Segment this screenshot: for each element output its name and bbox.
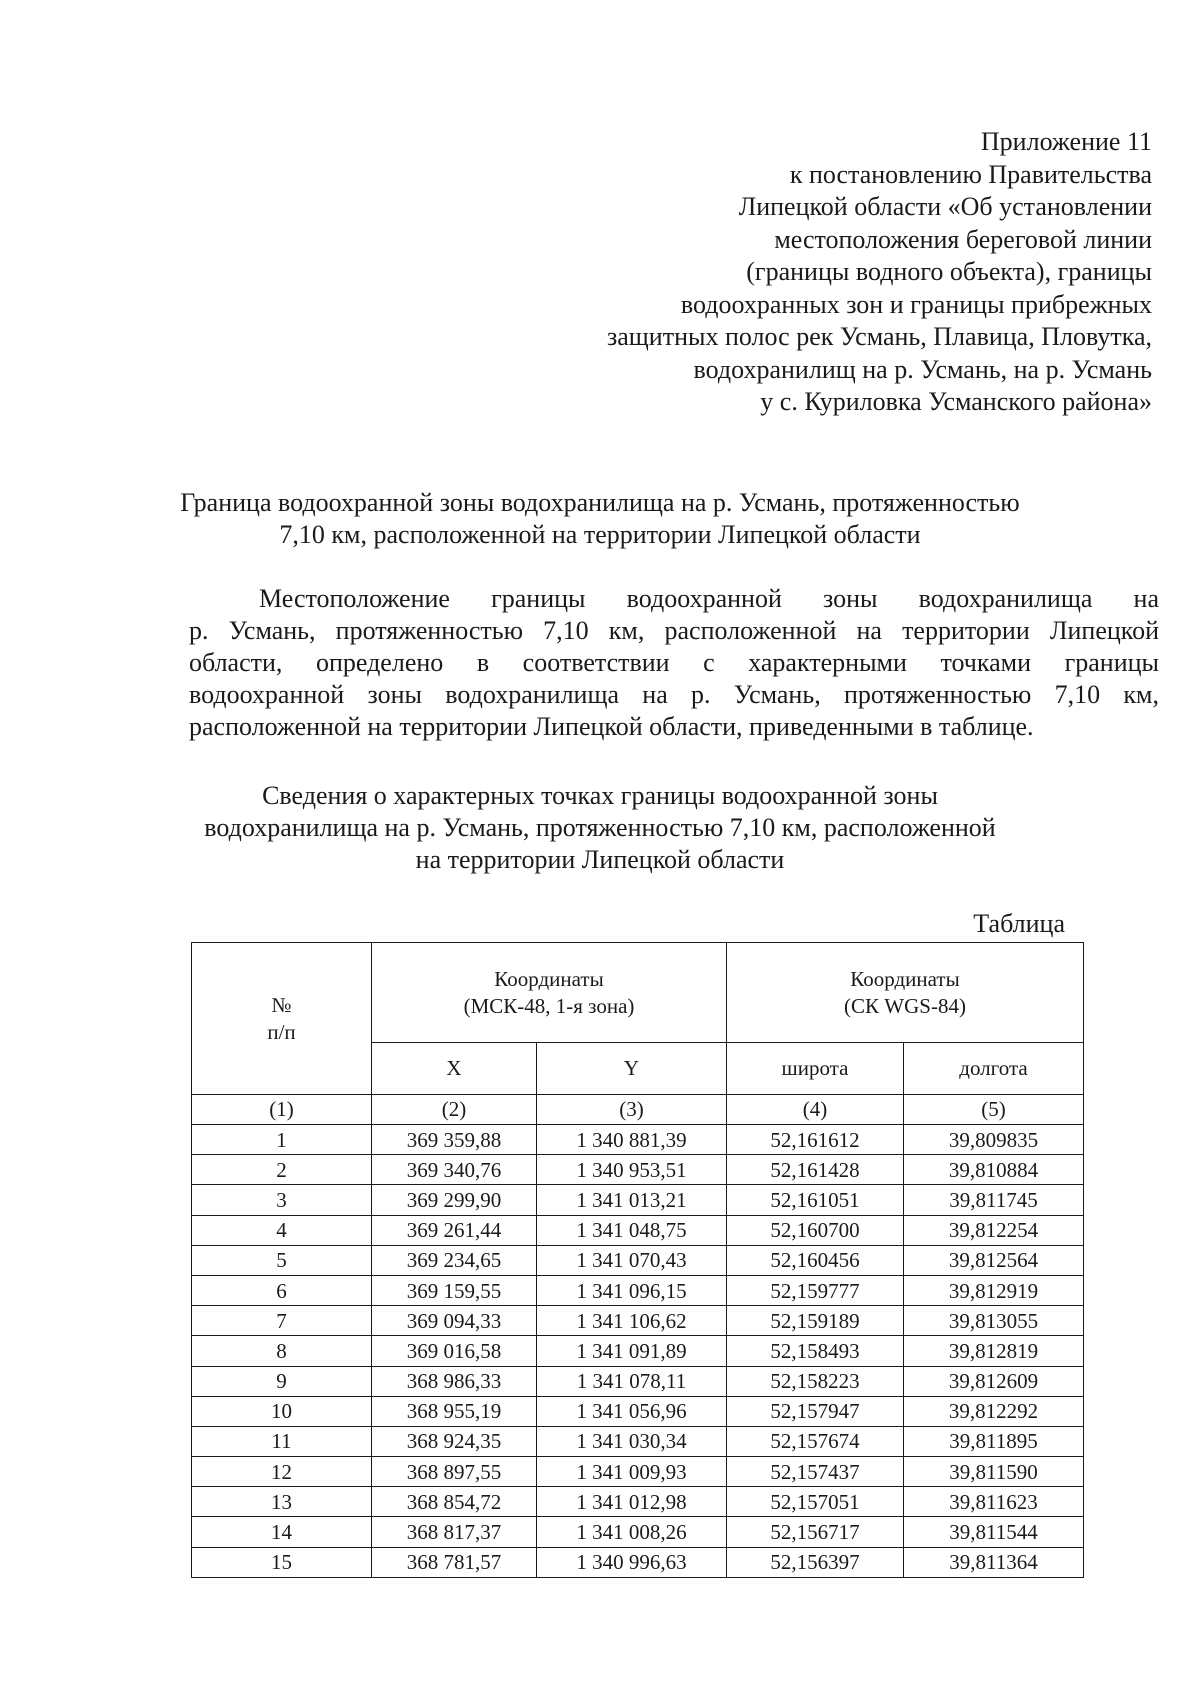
paragraph-line: расположенной на территории Липецкой области, приведенными в таблице. — [189, 712, 1034, 741]
cell-longitude: 39,810884 — [904, 1155, 1084, 1185]
appendix-line: местоположения береговой линии — [774, 224, 1152, 254]
table-row — [192, 1245, 1084, 1275]
table-row — [192, 1396, 1084, 1426]
cell-x: 368 986,33 — [372, 1366, 537, 1396]
coordinates-table — [191, 942, 1084, 1578]
column-index: (5) — [904, 1095, 1084, 1125]
cell-x: 369 159,55 — [372, 1275, 537, 1305]
table-row — [192, 1517, 1084, 1547]
table-row — [192, 1366, 1084, 1396]
cell-longitude: 39,811745 — [904, 1185, 1084, 1215]
header-msk-line1: Координаты — [494, 966, 604, 991]
cell-x: 369 299,90 — [372, 1185, 537, 1215]
cell-y: 1 340 953,51 — [537, 1155, 727, 1185]
appendix-line: (границы водного объекта), границы — [746, 257, 1152, 286]
header-longitude: долгота — [904, 1043, 1084, 1095]
cell-longitude: 39,811895 — [904, 1426, 1084, 1456]
table-row — [192, 1457, 1084, 1487]
cell-number: 7 — [192, 1306, 372, 1336]
header-latitude: широта — [727, 1043, 904, 1095]
cell-x: 368 897,55 — [372, 1457, 537, 1487]
cell-longitude: 39,812254 — [904, 1215, 1084, 1245]
cell-latitude: 52,157437 — [727, 1457, 904, 1487]
cell-longitude: 39,813055 — [904, 1306, 1084, 1336]
cell-y: 1 341 070,43 — [537, 1245, 727, 1275]
paragraph-line: водоохранной зоны водохранилища на р. Усмань, протяженностью 7,10 км, — [189, 680, 1159, 709]
cell-number: 2 — [192, 1155, 372, 1185]
cell-number: 13 — [192, 1487, 372, 1517]
cell-y: 1 341 008,26 — [537, 1517, 727, 1547]
appendix-block — [452, 126, 1152, 419]
table-column-index-row — [192, 1095, 1084, 1125]
cell-number: 14 — [192, 1517, 372, 1547]
cell-number: 11 — [192, 1426, 372, 1456]
cell-latitude: 52,157051 — [727, 1487, 904, 1517]
cell-y: 1 341 106,62 — [537, 1306, 727, 1336]
cell-number: 15 — [192, 1547, 372, 1577]
appendix-line: водоохранных зон и границы прибрежных — [680, 289, 1152, 319]
header-number-line1: № — [271, 992, 292, 1017]
cell-x: 368 817,37 — [372, 1517, 537, 1547]
paragraph-line: области, определено в соответствии с характерными точками границы — [189, 648, 1159, 677]
cell-longitude: 39,811590 — [904, 1457, 1084, 1487]
cell-longitude: 39,812292 — [904, 1396, 1084, 1426]
cell-latitude: 52,158223 — [727, 1366, 904, 1396]
paragraph-line: Местоположение границы водоохранной зоны водохранилища на — [259, 584, 1159, 613]
cell-x: 369 016,58 — [372, 1336, 537, 1366]
cell-number: 3 — [192, 1185, 372, 1215]
cell-x: 369 094,33 — [372, 1306, 537, 1336]
cell-x: 368 781,57 — [372, 1547, 537, 1577]
table-label: Таблица — [973, 909, 1065, 938]
appendix-line: к постановлению Правительства — [789, 159, 1152, 189]
table-row — [192, 1125, 1084, 1155]
cell-x: 369 359,88 — [372, 1125, 537, 1155]
column-index: (2) — [372, 1095, 537, 1125]
table-row — [192, 1155, 1084, 1185]
cell-latitude: 52,156717 — [727, 1517, 904, 1547]
appendix-line: защитных полос рек Усмань, Плавица, Пловутка, — [606, 322, 1152, 351]
cell-y: 1 341 012,98 — [537, 1487, 727, 1517]
cell-x: 369 234,65 — [372, 1245, 537, 1275]
cell-longitude: 39,812819 — [904, 1336, 1084, 1366]
cell-latitude: 52,159189 — [727, 1306, 904, 1336]
cell-latitude: 52,159777 — [727, 1275, 904, 1305]
cell-longitude: 39,811364 — [904, 1547, 1084, 1577]
cell-number: 12 — [192, 1457, 372, 1487]
header-msk-line2: (МСК-48, 1-я зона) — [463, 993, 635, 1018]
cell-y: 1 341 013,21 — [537, 1185, 727, 1215]
cell-x: 369 340,76 — [372, 1155, 537, 1185]
cell-number: 10 — [192, 1396, 372, 1426]
table-header-row — [192, 943, 1084, 1043]
table-row — [192, 1426, 1084, 1456]
cell-latitude: 52,157674 — [727, 1426, 904, 1456]
header-msk-coordinates — [372, 943, 727, 1043]
table-row — [192, 1185, 1084, 1215]
cell-longitude: 39,811544 — [904, 1517, 1084, 1547]
cell-number: 9 — [192, 1366, 372, 1396]
appendix-line: у с. Куриловка Усманского района» — [760, 387, 1152, 416]
cell-y: 1 340 996,63 — [537, 1547, 727, 1577]
caption-line: водохранилища на р. Усмань, протяженностью 7,10 км, расположенной — [204, 813, 996, 842]
cell-longitude: 39,812609 — [904, 1366, 1084, 1396]
cell-latitude: 52,156397 — [727, 1547, 904, 1577]
cell-latitude: 52,160700 — [727, 1215, 904, 1245]
table-row — [192, 1215, 1084, 1245]
header-wgs-line2: (СК WGS-84) — [844, 993, 966, 1018]
cell-y: 1 341 096,15 — [537, 1275, 727, 1305]
cell-y: 1 341 048,75 — [537, 1215, 727, 1245]
cell-longitude: 39,812564 — [904, 1245, 1084, 1275]
cell-number: 1 — [192, 1125, 372, 1155]
table-row — [192, 1487, 1084, 1517]
column-index: (4) — [727, 1095, 904, 1125]
cell-y: 1 341 078,11 — [537, 1366, 727, 1396]
cell-y: 1 341 091,89 — [537, 1336, 727, 1366]
cell-number: 4 — [192, 1215, 372, 1245]
appendix-line: Липецкой области «Об установлении — [738, 192, 1152, 221]
cell-number: 8 — [192, 1336, 372, 1366]
appendix-line: водохранилищ на р. Усмань, на р. Усмань — [693, 354, 1152, 384]
cell-latitude: 52,161428 — [727, 1155, 904, 1185]
cell-longitude: 39,809835 — [904, 1125, 1084, 1155]
cell-latitude: 52,160456 — [727, 1245, 904, 1275]
table-row — [192, 1275, 1084, 1305]
table-row — [192, 1306, 1084, 1336]
cell-x: 368 955,19 — [372, 1396, 537, 1426]
cell-y: 1 341 009,93 — [537, 1457, 727, 1487]
caption-line: на территории Липецкой области — [415, 845, 785, 874]
cell-latitude: 52,161612 — [727, 1125, 904, 1155]
body-paragraph — [189, 583, 1159, 743]
header-wgs-coordinates — [727, 943, 1084, 1043]
header-y: Y — [537, 1043, 727, 1095]
cell-x: 369 261,44 — [372, 1215, 537, 1245]
cell-y: 1 341 056,96 — [537, 1396, 727, 1426]
cell-x: 368 924,35 — [372, 1426, 537, 1456]
column-index: (1) — [192, 1095, 372, 1125]
appendix-line: Приложение 11 — [980, 127, 1152, 156]
header-x: X — [372, 1043, 537, 1095]
table-row — [192, 1336, 1084, 1366]
cell-number: 5 — [192, 1245, 372, 1275]
cell-latitude: 52,161051 — [727, 1185, 904, 1215]
cell-y: 1 341 030,34 — [537, 1426, 727, 1456]
header-number — [192, 943, 372, 1095]
table-caption — [150, 780, 1050, 876]
cell-longitude: 39,812919 — [904, 1275, 1084, 1305]
header-number-line2: п/п — [267, 1019, 296, 1044]
cell-latitude: 52,157947 — [727, 1396, 904, 1426]
section-heading — [150, 487, 1050, 551]
header-wgs-line1: Координаты — [850, 966, 960, 991]
cell-longitude: 39,811623 — [904, 1487, 1084, 1517]
table-row — [192, 1547, 1084, 1577]
heading-line: Граница водоохранной зоны водохранилища на р. Усмань, протяженностью — [180, 488, 1020, 517]
column-index: (3) — [537, 1095, 727, 1125]
paragraph-line: р. Усмань, протяженностью 7,10 км, расположенной на территории Липецкой — [189, 616, 1159, 645]
cell-latitude: 52,158493 — [727, 1336, 904, 1366]
caption-line: Сведения о характерных точках границы водоохранной зоны — [262, 781, 938, 810]
cell-y: 1 340 881,39 — [537, 1125, 727, 1155]
cell-x: 368 854,72 — [372, 1487, 537, 1517]
cell-number: 6 — [192, 1275, 372, 1305]
heading-line: 7,10 км, расположенной на территории Липецкой области — [279, 520, 921, 549]
